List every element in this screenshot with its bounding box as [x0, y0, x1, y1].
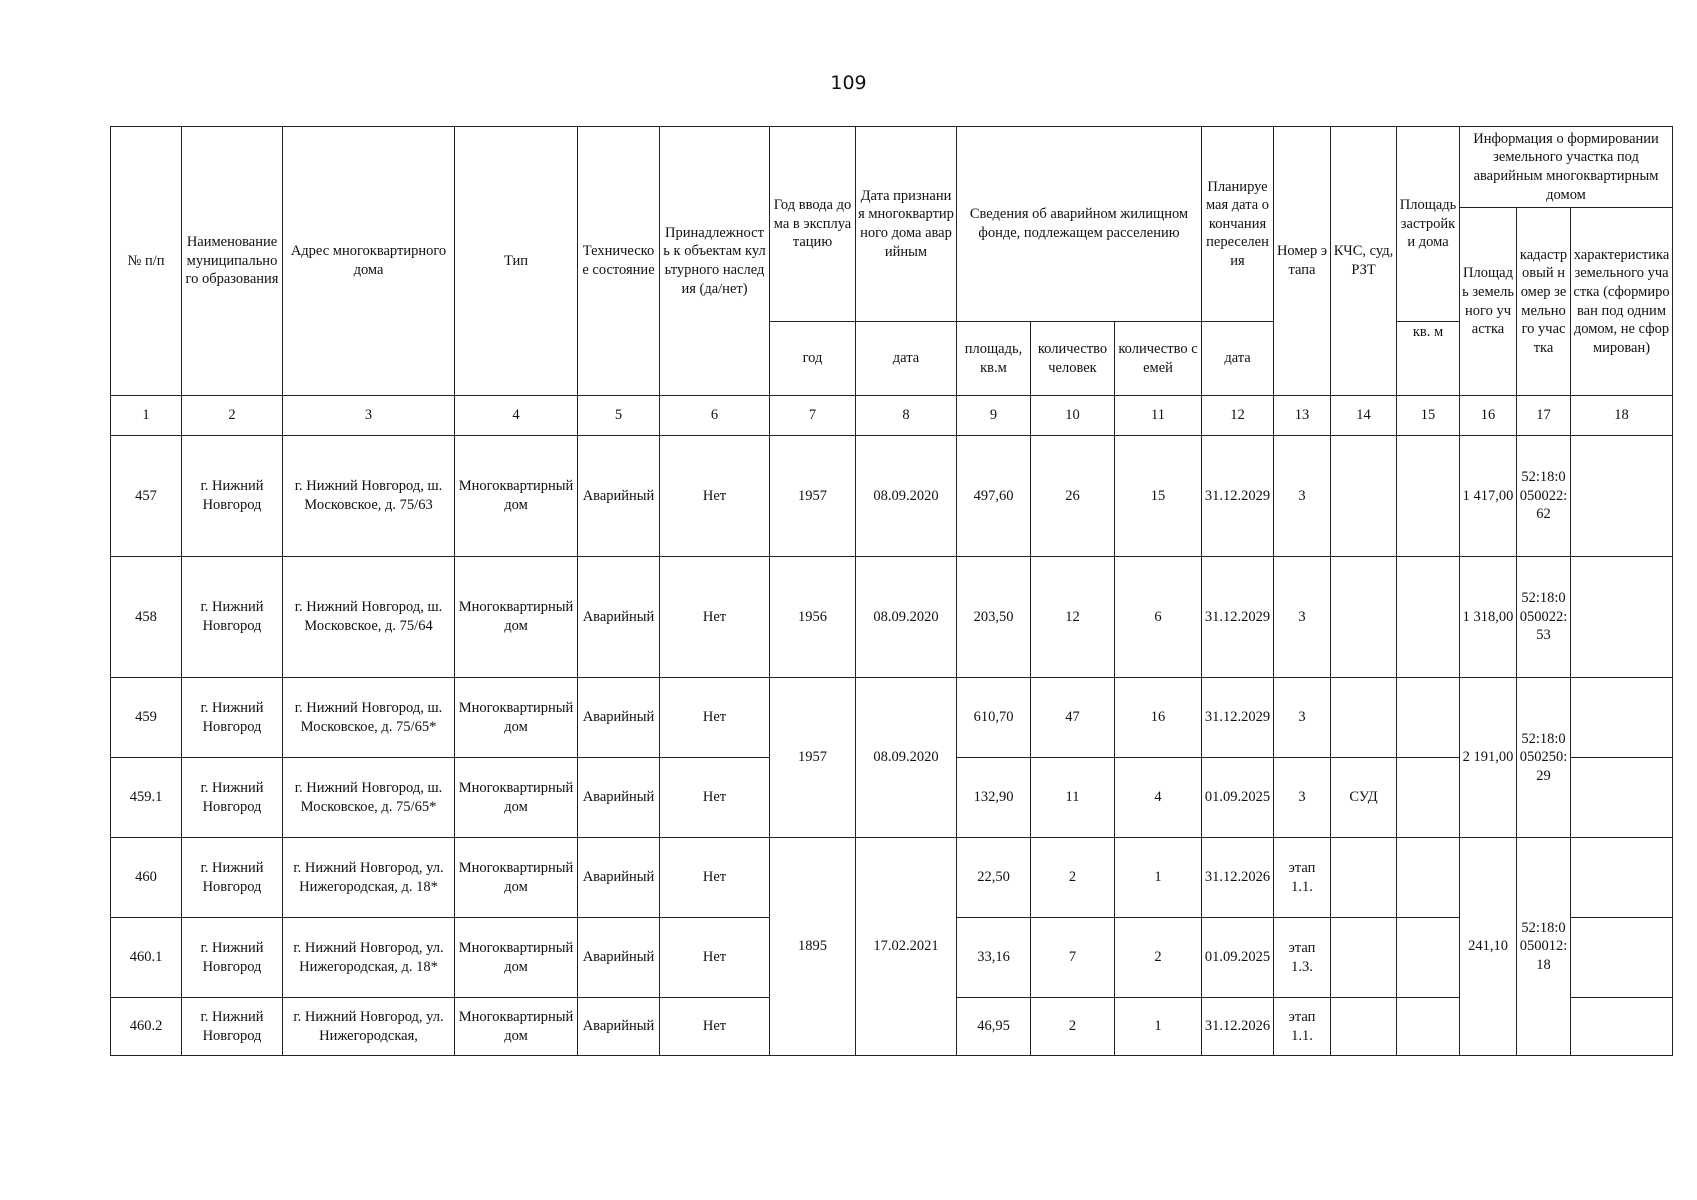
cell-state: Аварийный [578, 998, 660, 1056]
cell-state: Аварийный [578, 758, 660, 838]
cell-land-area: 2 191,00 [1460, 678, 1517, 838]
cell-emergency-date: 08.09.2020 [856, 436, 957, 557]
cell-land-characteristic [1571, 758, 1673, 838]
cell-heritage: Нет [660, 557, 770, 678]
cell-address: г. Нижний Новгород, ш. Московское, д. 75/65* [283, 678, 455, 758]
table-row [111, 436, 1673, 557]
cell-people: 7 [1031, 918, 1115, 998]
cell-state: Аварийный [578, 557, 660, 678]
column-number: 3 [283, 396, 455, 436]
header-sub-people: количество человек [1031, 322, 1115, 396]
cell-area: 22,50 [957, 838, 1031, 918]
cell-land-characteristic [1571, 557, 1673, 678]
cell-built-area [1397, 436, 1460, 557]
cell-row-number: 457 [111, 436, 182, 557]
cell-area: 610,70 [957, 678, 1031, 758]
cell-stage: 3 [1274, 758, 1331, 838]
cell-built-area [1397, 557, 1460, 678]
cell-emergency-date: 08.09.2020 [856, 678, 957, 838]
cell-address: г. Нижний Новгород, ш. Московское, д. 75/65* [283, 758, 455, 838]
cell-land-area: 1 417,00 [1460, 436, 1517, 557]
cell-people: 2 [1031, 998, 1115, 1056]
cell-land-characteristic [1571, 998, 1673, 1056]
column-number: 7 [770, 396, 856, 436]
cell-type: Многоквартирный дом [455, 678, 578, 758]
header-sub-date: дата [856, 322, 957, 396]
cell-built-area [1397, 838, 1460, 918]
column-number: 18 [1571, 396, 1673, 436]
cell-built-area [1397, 918, 1460, 998]
column-numbers-row [111, 396, 1673, 436]
column-number: 16 [1460, 396, 1517, 436]
cell-built-area [1397, 758, 1460, 838]
cell-municipality: г. Нижний Новгород [182, 758, 283, 838]
column-number: 17 [1517, 396, 1571, 436]
header-emergency-date: Дата признания многоквартирного дома аварийным [856, 127, 957, 322]
header-sub-area: площадь, кв.м [957, 322, 1031, 396]
cell-area: 33,16 [957, 918, 1031, 998]
header-sub-end-date: дата [1202, 322, 1274, 396]
cell-kchs [1331, 436, 1397, 557]
emergency-housing-table [110, 126, 1673, 1056]
cell-area: 497,60 [957, 436, 1031, 557]
header-technical-state: Техническое состояние [578, 127, 660, 396]
header-municipality: Наименование муниципального образования [182, 127, 283, 396]
cell-address: г. Нижний Новгород, ш. Московское, д. 75/63 [283, 436, 455, 557]
cell-municipality: г. Нижний Новгород [182, 838, 283, 918]
header-address: Адрес многоквартирного дома [283, 127, 455, 396]
cell-year: 1895 [770, 838, 856, 1056]
cell-row-number: 459 [111, 678, 182, 758]
cell-built-area [1397, 678, 1460, 758]
cell-heritage: Нет [660, 838, 770, 918]
cell-land-characteristic [1571, 436, 1673, 557]
page-number: 109 [830, 72, 867, 94]
cell-kchs [1331, 918, 1397, 998]
cell-people: 2 [1031, 838, 1115, 918]
cell-area: 132,90 [957, 758, 1031, 838]
cell-land-area: 1 318,00 [1460, 557, 1517, 678]
column-number: 8 [856, 396, 957, 436]
column-number: 2 [182, 396, 283, 436]
cell-land-characteristic [1571, 918, 1673, 998]
cell-area: 46,95 [957, 998, 1031, 1056]
cell-kchs [1331, 998, 1397, 1056]
cell-row-number: 458 [111, 557, 182, 678]
cell-land-area: 241,10 [1460, 838, 1517, 1056]
cell-heritage: Нет [660, 436, 770, 557]
cell-end-date: 31.12.2026 [1202, 998, 1274, 1056]
cell-year: 1957 [770, 436, 856, 557]
column-number: 4 [455, 396, 578, 436]
header-type: Тип [455, 127, 578, 396]
cell-type: Многоквартирный дом [455, 557, 578, 678]
header-sub-year: год [770, 322, 856, 396]
header-land-characteristic: характеристика земельного участка (сформирован под одним домом, не сформирован) [1571, 208, 1673, 396]
cell-stage: этап 1.1. [1274, 998, 1331, 1056]
header-land-plot-group: Информация о формировании земельного участка под аварийным многоквартирным домом [1460, 127, 1673, 208]
cell-people: 12 [1031, 557, 1115, 678]
header-kchs: КЧС, суд, РЗТ [1331, 127, 1397, 396]
table-row [111, 838, 1673, 918]
table-row [111, 678, 1673, 758]
column-number: 14 [1331, 396, 1397, 436]
cell-stage: 3 [1274, 436, 1331, 557]
cell-row-number: 460.1 [111, 918, 182, 998]
cell-stage: этап 1.1. [1274, 838, 1331, 918]
column-number: 13 [1274, 396, 1331, 436]
cell-kchs [1331, 557, 1397, 678]
cell-state: Аварийный [578, 436, 660, 557]
cell-emergency-date: 08.09.2020 [856, 557, 957, 678]
header-heritage: Принадлежность к объектам культурного наследия (да/нет) [660, 127, 770, 396]
cell-municipality: г. Нижний Новгород [182, 918, 283, 998]
cell-row-number: 460.2 [111, 998, 182, 1056]
cell-end-date: 31.12.2029 [1202, 436, 1274, 557]
header-built-area: Площадь застройки дома [1397, 127, 1460, 322]
header-commission-year: Год ввода дома в эксплуатацию [770, 127, 856, 322]
cell-type: Многоквартирный дом [455, 838, 578, 918]
cell-end-date: 31.12.2029 [1202, 678, 1274, 758]
cell-families: 6 [1115, 557, 1202, 678]
cell-address: г. Нижний Новгород, ул. Нижегородская, д. 18* [283, 918, 455, 998]
cell-end-date: 01.09.2025 [1202, 758, 1274, 838]
cell-cadastral: 52:18:0050022:62 [1517, 436, 1571, 557]
table-row [111, 557, 1673, 678]
cell-families: 15 [1115, 436, 1202, 557]
cell-people: 11 [1031, 758, 1115, 838]
cell-kchs [1331, 678, 1397, 758]
cell-emergency-date: 17.02.2021 [856, 838, 957, 1056]
column-number: 9 [957, 396, 1031, 436]
cell-built-area [1397, 998, 1460, 1056]
header-row-number: № п/п [111, 127, 182, 396]
cell-state: Аварийный [578, 918, 660, 998]
cell-kchs: СУД [1331, 758, 1397, 838]
cell-people: 26 [1031, 436, 1115, 557]
cell-end-date: 31.12.2026 [1202, 838, 1274, 918]
cell-address: г. Нижний Новгород, ш. Московское, д. 75/64 [283, 557, 455, 678]
cell-row-number: 459.1 [111, 758, 182, 838]
cell-municipality: г. Нижний Новгород [182, 998, 283, 1056]
cell-area: 203,50 [957, 557, 1031, 678]
cell-people: 47 [1031, 678, 1115, 758]
header-land-area: Площадь земельного участка [1460, 208, 1517, 396]
header-cadastral-number: кадастровый номер земельного участка [1517, 208, 1571, 396]
cell-heritage: Нет [660, 998, 770, 1056]
cell-year: 1957 [770, 678, 856, 838]
column-number: 10 [1031, 396, 1115, 436]
cell-land-characteristic [1571, 678, 1673, 758]
cell-families: 4 [1115, 758, 1202, 838]
header-stage-number: Номер этапа [1274, 127, 1331, 396]
cell-families: 2 [1115, 918, 1202, 998]
cell-type: Многоквартирный дом [455, 918, 578, 998]
cell-municipality: г. Нижний Новгород [182, 678, 283, 758]
cell-heritage: Нет [660, 918, 770, 998]
cell-address: г. Нижний Новгород, ул. Нижегородская, [283, 998, 455, 1056]
cell-state: Аварийный [578, 838, 660, 918]
cell-stage: 3 [1274, 678, 1331, 758]
cell-cadastral: 52:18:0050250:29 [1517, 678, 1571, 838]
cell-type: Многоквартирный дом [455, 758, 578, 838]
cell-year: 1956 [770, 557, 856, 678]
column-number: 1 [111, 396, 182, 436]
header-emergency-fund-group: Сведения об аварийном жилищном фонде, подлежащем расселению [957, 127, 1202, 322]
cell-families: 1 [1115, 998, 1202, 1056]
cell-stage: этап 1.3. [1274, 918, 1331, 998]
cell-type: Многоквартирный дом [455, 998, 578, 1056]
cell-heritage: Нет [660, 758, 770, 838]
cell-address: г. Нижний Новгород, ул. Нижегородская, д. 18* [283, 838, 455, 918]
cell-cadastral: 52:18:0050022:53 [1517, 557, 1571, 678]
column-number: 11 [1115, 396, 1202, 436]
cell-municipality: г. Нижний Новгород [182, 557, 283, 678]
header-sub-families: количество семей [1115, 322, 1202, 396]
cell-families: 16 [1115, 678, 1202, 758]
cell-kchs [1331, 838, 1397, 918]
cell-row-number: 460 [111, 838, 182, 918]
cell-state: Аварийный [578, 678, 660, 758]
column-number: 6 [660, 396, 770, 436]
cell-end-date: 01.09.2025 [1202, 918, 1274, 998]
cell-municipality: г. Нижний Новгород [182, 436, 283, 557]
column-number: 12 [1202, 396, 1274, 436]
cell-cadastral: 52:18:0050012:18 [1517, 838, 1571, 1056]
cell-end-date: 31.12.2029 [1202, 557, 1274, 678]
header-sub-built-area-unit: кв. м [1397, 322, 1460, 396]
cell-type: Многоквартирный дом [455, 436, 578, 557]
column-number: 5 [578, 396, 660, 436]
cell-land-characteristic [1571, 838, 1673, 918]
column-number: 15 [1397, 396, 1460, 436]
cell-heritage: Нет [660, 678, 770, 758]
header-planned-end-date: Планируемая дата окончания переселения [1202, 127, 1274, 322]
cell-stage: 3 [1274, 557, 1331, 678]
cell-families: 1 [1115, 838, 1202, 918]
